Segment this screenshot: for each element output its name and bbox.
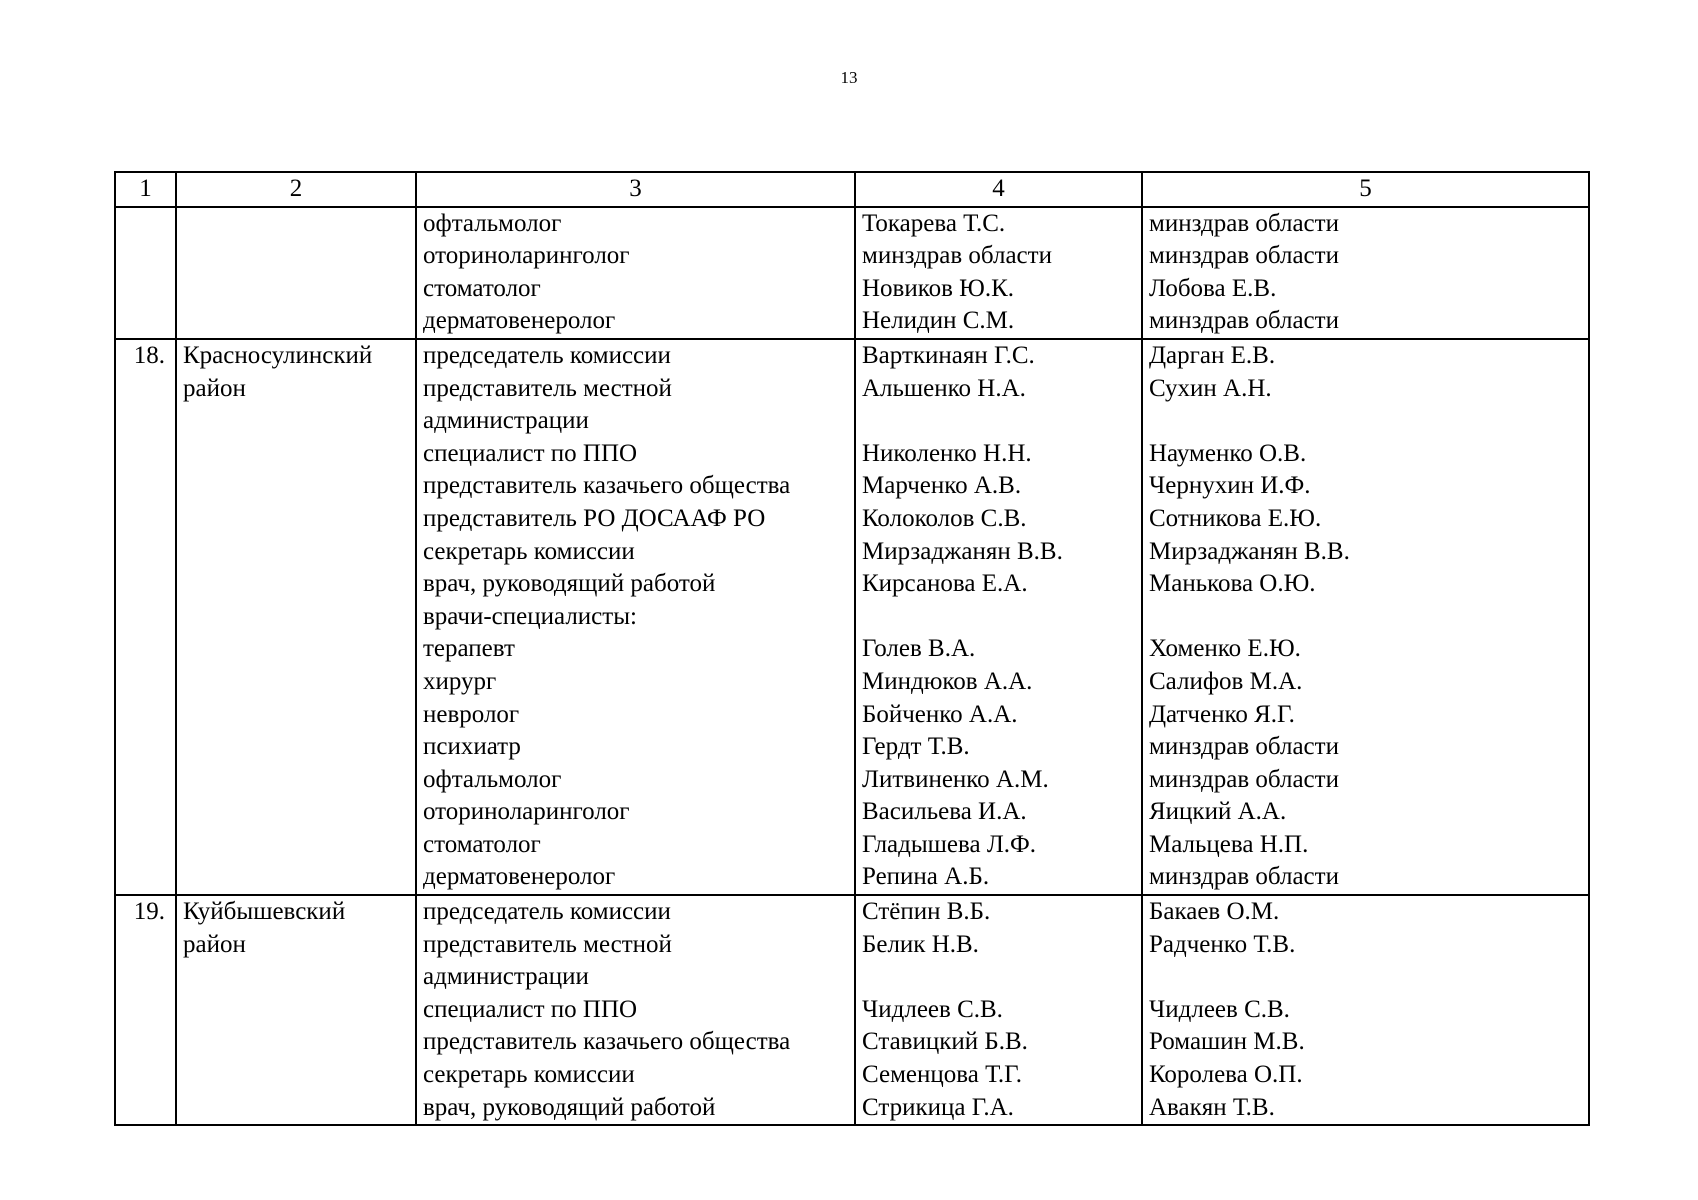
reserve-line: Лобова Е.В. [1149, 274, 1277, 302]
member-cell [855, 207, 1142, 339]
column-header-2: 2 [176, 172, 416, 207]
member-line: Кирсанова Е.А. [862, 570, 1028, 598]
member-line: Гердт Т.В. [862, 733, 970, 761]
reserve-line: Бакаев О.М. [1149, 898, 1280, 926]
role-line: психиатр [423, 733, 521, 761]
member-line: Нелидин С.М. [862, 307, 1015, 335]
row-number: 19. [133, 898, 165, 926]
member-line: Новиков Ю.К. [862, 274, 1015, 302]
member-line [862, 601, 1135, 634]
member-line: Николенко Н.Н. [862, 439, 1032, 467]
role-line: дерматовенеролог [423, 863, 616, 891]
commission-table [114, 171, 1590, 1126]
role-line: администрации [423, 407, 589, 435]
reserve-line: минздрав области [1149, 242, 1339, 270]
role-line: невролог [423, 700, 520, 728]
reserve-line: Хоменко Е.Ю. [1149, 635, 1301, 663]
role-line: представитель казачьего общества [423, 1028, 791, 1056]
reserve-line: Королева О.П. [1149, 1061, 1303, 1089]
member-line: Литвиненко А.М. [862, 765, 1049, 793]
role-line: представитель РО ДОСААФ РО [423, 504, 766, 532]
member-line: Семенцова Т.Г. [862, 1061, 1022, 1089]
role-cell [416, 207, 855, 339]
member-line: Стрикица Г.А. [862, 1093, 1014, 1121]
row-number-cell [115, 207, 176, 339]
page-number: 13 [840, 68, 858, 87]
reserve-line: Манькова О.Ю. [1149, 570, 1316, 598]
role-line: хирург [423, 667, 497, 695]
role-line: представитель местной [423, 374, 672, 402]
member-line: Белик Н.В. [862, 930, 979, 958]
reserve-line: минздрав области [1149, 307, 1339, 335]
district-cell [176, 339, 416, 895]
reserve-line: Чидлеев С.В. [1149, 995, 1290, 1023]
member-line: Голев В.А. [862, 635, 976, 663]
district-cell [176, 895, 416, 1125]
column-header-3: 3 [416, 172, 855, 207]
reserve-line: минздрав области [1149, 733, 1339, 761]
member-line: Репина А.Б. [862, 863, 990, 891]
column-header-5: 5 [1142, 172, 1589, 207]
reserve-line: Мальцева Н.П. [1149, 830, 1309, 858]
row-number-cell [115, 339, 176, 895]
row-number-cell [115, 895, 176, 1125]
role-cell [416, 339, 855, 895]
role-line: офтальмолог [423, 209, 562, 237]
member-cell [855, 339, 1142, 895]
district-line: Красносулинский [183, 341, 373, 369]
reserve-line [1149, 601, 1582, 634]
member-line: Чидлеев С.В. [862, 995, 1003, 1023]
member-line: Марченко А.В. [862, 472, 1022, 500]
reserve-line: Науменко О.В. [1149, 439, 1307, 467]
reserve-line: Сотникова Е.Ю. [1149, 504, 1322, 532]
member-line: Миндюков А.А. [862, 667, 1033, 695]
table-header-row [115, 172, 1589, 207]
member-line: Мирзаджанян В.В. [862, 537, 1063, 565]
member-line: Гладышева Л.Ф. [862, 830, 1037, 858]
reserve-line: Дарган Е.В. [1149, 341, 1276, 369]
reserve-cell [1142, 339, 1589, 895]
district-line: Куйбышевский [183, 898, 346, 926]
reserve-line: минздрав области [1149, 765, 1339, 793]
role-line: дерматовенеролог [423, 307, 616, 335]
role-line: представитель местной [423, 930, 672, 958]
role-cell [416, 895, 855, 1125]
member-line: Ставицкий Б.В. [862, 1028, 1028, 1056]
district-cell [176, 207, 416, 339]
table-row [115, 339, 1589, 895]
member-line: Бойченко А.А. [862, 700, 1018, 728]
role-line: специалист по ППО [423, 439, 638, 467]
member-line: Варткинаян Г.С. [862, 341, 1035, 369]
reserve-line: минздрав области [1149, 209, 1339, 237]
reserve-line: Яицкий А.А. [1149, 798, 1287, 826]
role-line: специалист по ППО [423, 995, 638, 1023]
member-cell [855, 895, 1142, 1125]
role-line: председатель комиссии [423, 341, 671, 369]
role-line: врач, руководящий работой [423, 570, 716, 598]
reserve-line: Датченко Я.Г. [1149, 700, 1295, 728]
role-line: терапевт [423, 635, 515, 663]
member-line: минздрав области [862, 242, 1052, 270]
role-line: врачи-специалисты: [423, 602, 637, 630]
member-line: Альшенко Н.А. [862, 374, 1026, 402]
column-header-1: 1 [115, 172, 176, 207]
member-line: Стёпин В.Б. [862, 898, 991, 926]
reserve-line: Салифов М.А. [1149, 667, 1303, 695]
role-line: врач, руководящий работой [423, 1093, 716, 1121]
role-line: стоматолог [423, 830, 541, 858]
district-line: район [183, 374, 246, 402]
role-line: секретарь комиссии [423, 537, 635, 565]
district-line: район [183, 930, 246, 958]
role-line: оториноларинголог [423, 798, 630, 826]
role-line: секретарь комиссии [423, 1061, 635, 1089]
role-line: стоматолог [423, 274, 541, 302]
table-row [115, 895, 1589, 1125]
member-line: Токарева Т.С. [862, 209, 1006, 237]
reserve-cell [1142, 895, 1589, 1125]
role-line: офтальмолог [423, 765, 562, 793]
table-row [115, 207, 1589, 339]
reserve-line: Радченко Т.В. [1149, 930, 1296, 958]
table-body [115, 207, 1589, 1126]
member-line: Васильева И.А. [862, 798, 1027, 826]
reserve-line: Ромашин М.В. [1149, 1028, 1305, 1056]
row-number: 18. [133, 341, 165, 369]
role-line: председатель комиссии [423, 898, 671, 926]
row-number [122, 208, 165, 241]
member-line: Колоколов С.В. [862, 504, 1027, 532]
reserve-line [1149, 405, 1582, 438]
member-line [862, 961, 1135, 994]
reserve-line: Мирзаджанян В.В. [1149, 537, 1350, 565]
reserve-line: Авакян Т.В. [1149, 1093, 1275, 1121]
reserve-cell [1142, 207, 1589, 339]
column-header-4: 4 [855, 172, 1142, 207]
reserve-line: Чернухин И.Ф. [1149, 472, 1311, 500]
role-line: администрации [423, 963, 589, 991]
reserve-line [1149, 961, 1582, 994]
role-line: представитель казачьего общества [423, 472, 791, 500]
reserve-line: Сухин А.Н. [1149, 374, 1272, 402]
member-line [862, 405, 1135, 438]
role-line: оториноларинголог [423, 242, 630, 270]
reserve-line: минздрав области [1149, 863, 1339, 891]
